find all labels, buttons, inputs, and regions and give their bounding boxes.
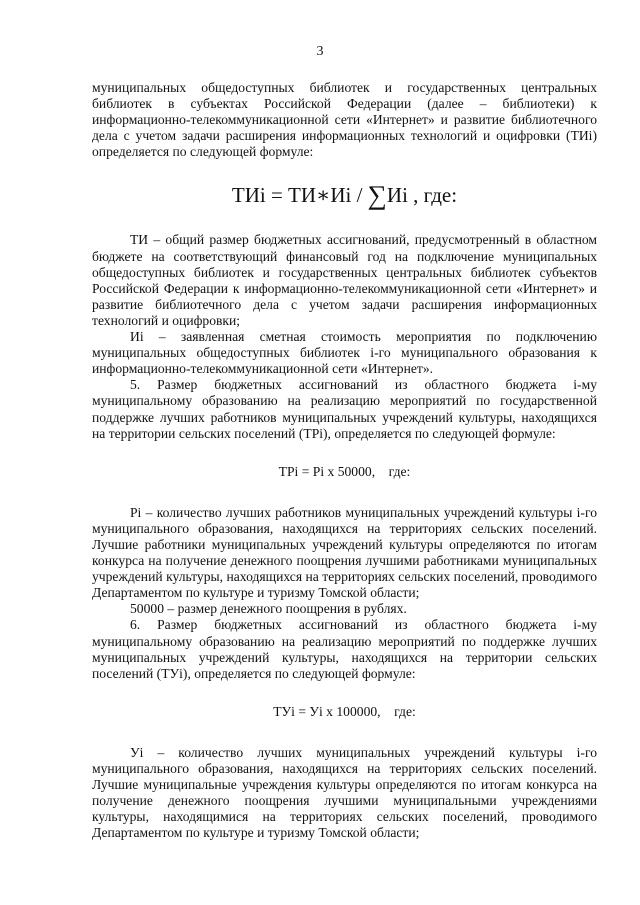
page-number: 3 xyxy=(316,44,324,59)
formula-tii-lhs: ТИi = ТИ∗Иi / xyxy=(231,183,368,208)
paragraph-ui-definition: Уi – количество лучших муниципальных учреждений культуры i-го муниципального образования, находящихся на территориях сельских поселений. Лучшие муниципальные учреждения культуры определяются по итогам конкурса на получение денежного поощрения лучшими муниципальными учреждениями культуры, находящимися на территориях сельских поселений, проводимого Департаментом по культуре и туризму Томской области; xyxy=(92,744,597,841)
formula-tui: ТУi = Уi x 100000, где: xyxy=(273,703,416,719)
paragraph-ri-definition: Рi – количество лучших работников муниципальных учреждений культуры i-го муниципального образования, находящихся на территориях сельских поселений. Лучшие работники муниципальных учреждений культуры определяются по итогам конкурса на получение денежного поощрения лучшими работниками муниципальных учреждений культуры, находящихся на территориях сельских поселений, проводимого Департаментом по культуре и туризму Томской области; xyxy=(92,504,597,601)
paragraph-library-connection-cont: муниципальных общедоступных библиотек и государственных центральных библиотек в субъектах Российской Федерации (далее – библиотеки) к информационно-телекоммуникационной сети «Интернет» и развитие библиотечного дела с учетом задачи расширения информационных технологий и оцифровки (ТИi) определяется по следующей формуле: xyxy=(92,80,597,160)
paragraph-ti-definition: ТИ – общий размер бюджетных ассигнований, предусмотренный в областном бюджете на соответствующий финансовый год на подключение муниципальных общедоступных библиотек и государственных центральных библиотек субъектов Российской Федерации к информационно-телекоммуникационной сети «Интернет» и развитие библиотечного дела с учетом задачи расширения информационных технологий и оцифровки; xyxy=(92,232,597,328)
formula-tii xyxy=(92,180,597,211)
paragraph-item-6: 6. Размер бюджетных ассигнований из областного бюджета i-му муниципальному образованию на реализацию мероприятий по поддержке лучших муниципальных учреждений культуры, находящихся на территории сельских поселений (ТУi), определяется по следующей формуле: xyxy=(92,617,597,681)
formula-tri: ТРi = Рi x 50000, где: xyxy=(278,463,411,479)
sum-symbol: ∑ xyxy=(367,180,387,211)
paragraph-item-5: 5. Размер бюджетных ассигнований из областного бюджета i-му муниципальному образованию на реализацию мероприятий по государственной поддержке лучших работников муниципальных учреждений культуры, находящихся на территории сельских поселений (ТРi), определяется по следующей формуле: xyxy=(92,377,597,441)
paragraph-50000-definition: 50000 – размер денежного поощрения в рублях. xyxy=(130,601,407,617)
paragraph-ii-definition: Иi – заявленная сметная стоимость мероприятия по подключению муниципальных общедоступных библиотек i-го муниципального образования к информационно-телекоммуникационной сети «Интернет». xyxy=(92,329,597,377)
formula-tii-rhs: Иi , где: xyxy=(386,183,458,208)
document-body xyxy=(92,80,597,841)
